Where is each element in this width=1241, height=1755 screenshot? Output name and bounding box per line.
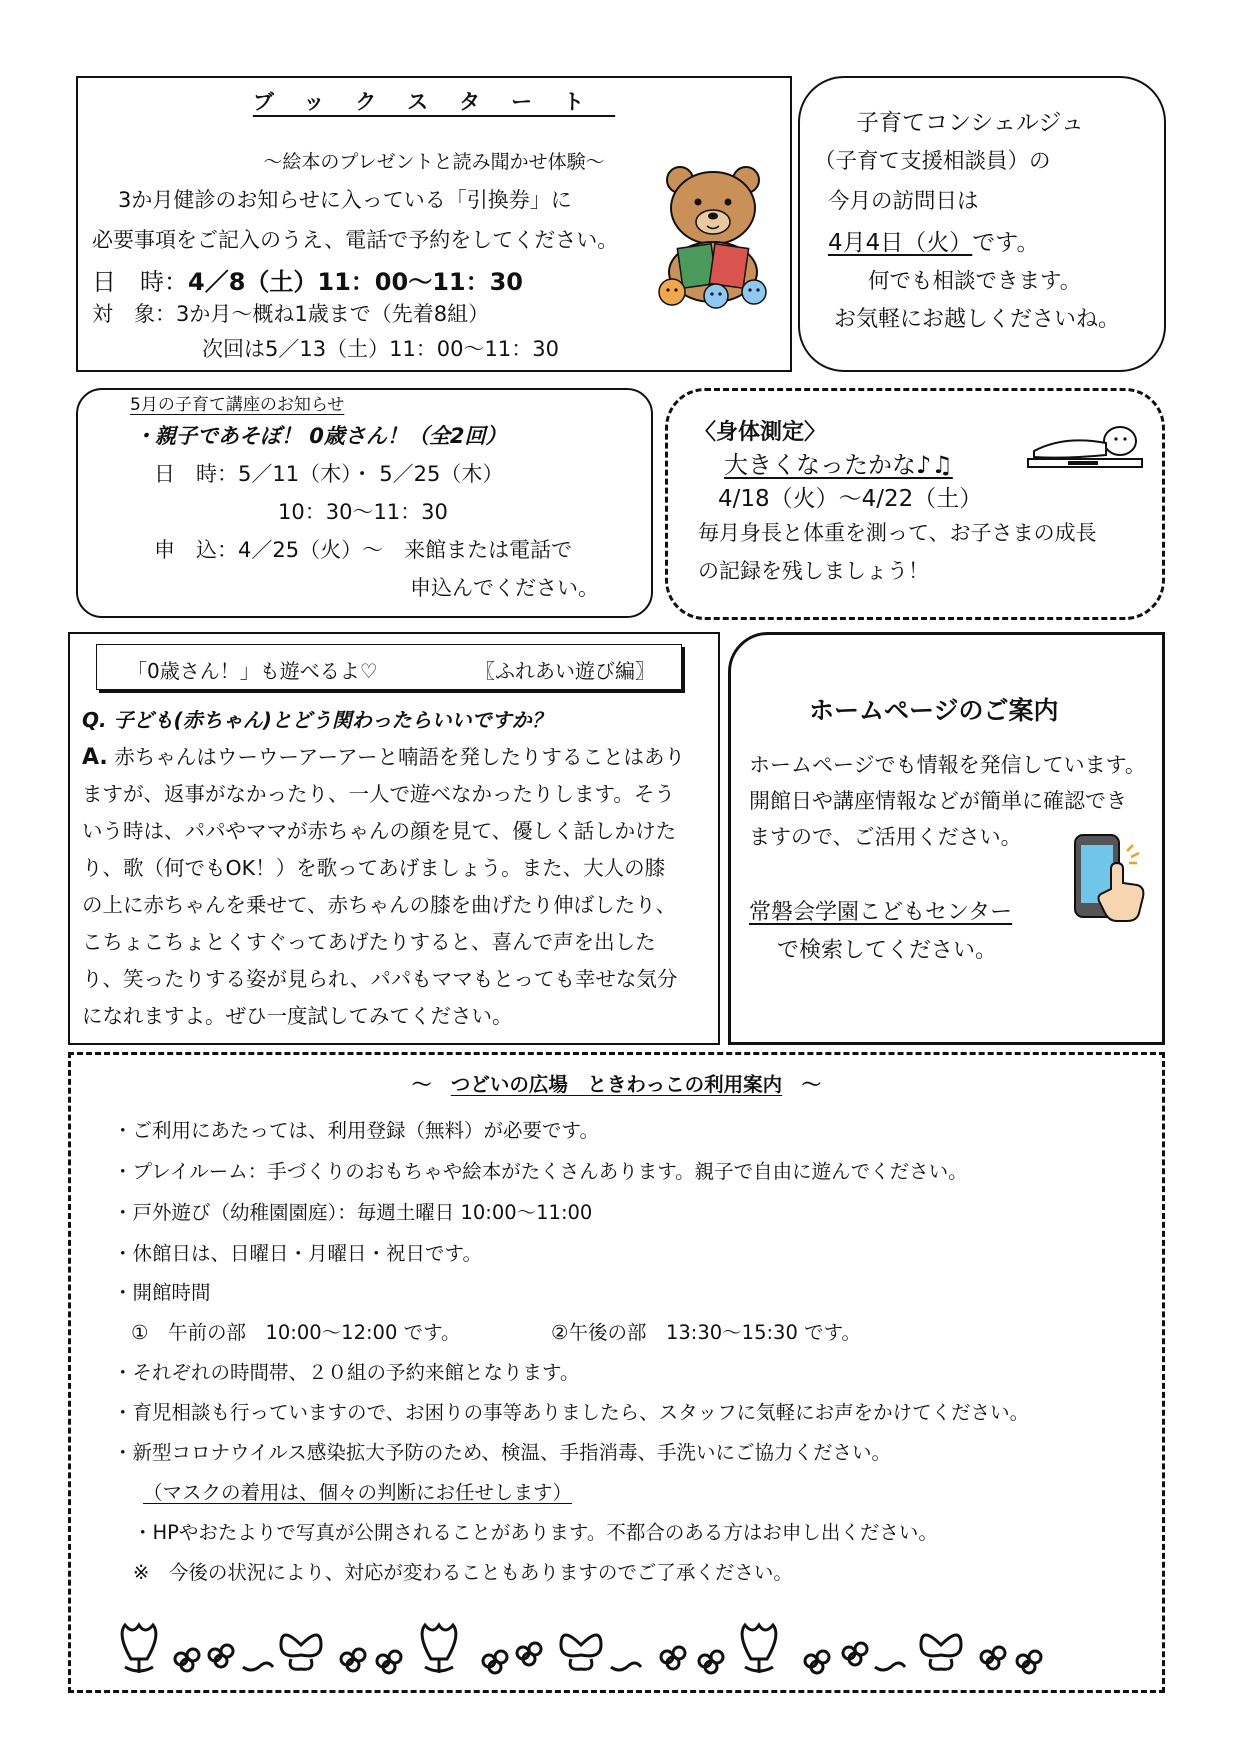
baby-on-scale-icon	[1024, 421, 1146, 477]
bookstart-next: 次回は5／13（土）11：00～11：30	[202, 337, 559, 361]
course-date: 日 時：5／11（木）・ 5／25（木）	[154, 462, 504, 486]
measure-subtitle: 大きくなったかな♪♫	[724, 451, 953, 479]
tulip-icon	[122, 1625, 156, 1673]
bookstart-section	[76, 76, 792, 372]
usage-notice: ※ 今後の状況により、対応が変わることもありますのでご了承ください。	[133, 1561, 793, 1584]
play-banner-left: 「0歳さん！」も遊べるよ♡	[127, 659, 378, 683]
usage-hours-pm: ②午後の部 13:30～15:30 です。	[551, 1321, 862, 1344]
play-answer-line-3: いう時は、パパやママが赤ちゃんの顔を見て、優しく話しかけた	[82, 819, 677, 843]
smartphone-icon	[1071, 831, 1151, 925]
play-answer-line-6: こちょこちょとくすぐってあげたりすると、喜んで声を出した	[82, 930, 656, 954]
usage-item-3: ・戸外遊び（幼稚園園庭）：毎週土曜日 10:00～11:00	[113, 1201, 593, 1224]
homepage-section	[728, 632, 1165, 1045]
bear-reading-book-icon	[650, 164, 782, 314]
concierge-line-3: 今月の訪問日は	[828, 189, 979, 214]
play-section	[68, 632, 720, 1045]
measure-body-1: 毎月身長と体重を測って、お子さまの成長	[698, 521, 1097, 545]
course-time: 10：30～11：30	[278, 500, 448, 524]
bookstart-target: 対 象：3か月～概ね1歳まで（先着8組）	[92, 302, 490, 326]
measure-dates: 4/18（火）～4/22（土）	[718, 486, 983, 512]
homepage-search-suffix: で検索してください。	[777, 938, 998, 963]
play-question: Q. 子ども(赤ちゃん)とどう関わったらいいですか？	[82, 708, 552, 732]
play-answer-line-8: になれますよ。ぜひ一度試してみてください。	[82, 1004, 513, 1028]
usage-title: ～ つどいの広場 ときわっこの利用案内 ～	[411, 1073, 822, 1096]
course-apply: 申 込：4／25（火）～ 来館または電話で	[154, 538, 573, 562]
homepage-search-term[interactable]: 常磐会学園こどもセンター	[749, 900, 1013, 925]
homepage-body-2: 開館日や講座情報などが簡単に確認でき	[749, 789, 1127, 813]
bookstart-subtitle: ～絵本のプレゼントと読み聞かせ体験～	[263, 151, 605, 173]
play-answer-line-2: ますが、返事がなかったり、一人で遊べなかったりします。そう	[82, 782, 675, 806]
play-banner	[96, 644, 682, 690]
measure-title: 〈身体測定〉	[694, 420, 827, 445]
usage-hours-am: ① 午前の部 10:00～12:00 です。	[131, 1321, 461, 1344]
bookstart-body-1: 3か月健診のお知らせに入っている「引換券」に	[118, 188, 572, 212]
concierge-line-2: （子育て支援相談員）の	[814, 149, 1051, 174]
concierge-line-6: お気軽にお越しくださいね。	[834, 307, 1121, 332]
play-banner-right: 〖ふれあい遊び編〗	[475, 659, 655, 683]
homepage-body-3: ますので、ご活用ください。	[749, 825, 1022, 849]
usage-item-6: ・それぞれの時間帯、２０組の予約来館となります。	[113, 1361, 580, 1384]
usage-item-4: ・休館日は、日曜日・月曜日・祝日です。	[113, 1242, 482, 1265]
concierge-visit-date: 4月4日（火）です。	[828, 230, 1040, 256]
bookstart-body-2: 必要事項をご記入のうえ、電話で予約をしてください。	[92, 228, 619, 252]
usage-item-8: ・新型コロナウイルス感染拡大予防のため、検温、手指消毒、手洗いにご協力ください。	[113, 1441, 892, 1464]
course-header: 5月の子育て講座のお知らせ	[130, 395, 345, 415]
butterfly-icon	[281, 1635, 321, 1669]
measure-body-2: の記録を残しましょう！	[698, 559, 929, 583]
concierge-section	[798, 76, 1166, 372]
flower-border-decoration	[111, 1615, 1111, 1679]
usage-item-1: ・ご利用にあたっては、利用登録（無料）が必要です。	[113, 1119, 599, 1142]
play-answer-line-1: A. 赤ちゃんはウーウーアーアーと喃語を発したりすることはあり	[82, 745, 686, 770]
concierge-line-5: 何でも相談できます。	[868, 269, 1082, 294]
usage-item-5: ・開館時間	[113, 1281, 211, 1304]
usage-item-7: ・育児相談も行っていますので、お困りの事等ありましたら、スタッフに気軽にお声をかけてください。	[113, 1401, 1030, 1424]
course-apply-2: 申込んでください。	[410, 576, 599, 600]
course-title: ・親子であそぼ！ 0歳さん！（全2回）	[134, 424, 507, 448]
play-answer-line-4: り、歌（何でもOK！）を歌ってあげましょう。また、大人の膝	[82, 856, 666, 880]
play-answer-line-7: り、笑ったりする姿が見られ、パパもママもとっても幸せな気分	[82, 967, 678, 991]
usage-section	[68, 1052, 1165, 1693]
usage-photo-note: ・HPやおたよりで写真が公開されることがあります。不都合のある方はお申し出ください。	[133, 1521, 938, 1544]
bookstart-title: ブックスタート	[252, 90, 616, 114]
homepage-title: ホームページのご案内	[809, 696, 1059, 725]
course-section	[76, 388, 653, 618]
bookstart-date: 日 時：4／8（土）11：00～11：30	[92, 268, 523, 296]
measure-section	[665, 388, 1165, 620]
concierge-line-1: 子育てコンシェルジュ	[856, 110, 1084, 136]
usage-item-2: ・プレイルーム：手づくりのおもちゃや絵本がたくさんあります。親子で自由に遊んでください。	[113, 1160, 968, 1183]
homepage-body-1: ホームページでも情報を発信しています。	[749, 753, 1146, 777]
usage-mask-note: （マスクの着用は、個々の判断にお任せします）	[143, 1481, 573, 1504]
play-answer-line-5: の上に赤ちゃんを乗せて、赤ちゃんの膝を曲げたり伸ばしたり、	[82, 893, 677, 917]
